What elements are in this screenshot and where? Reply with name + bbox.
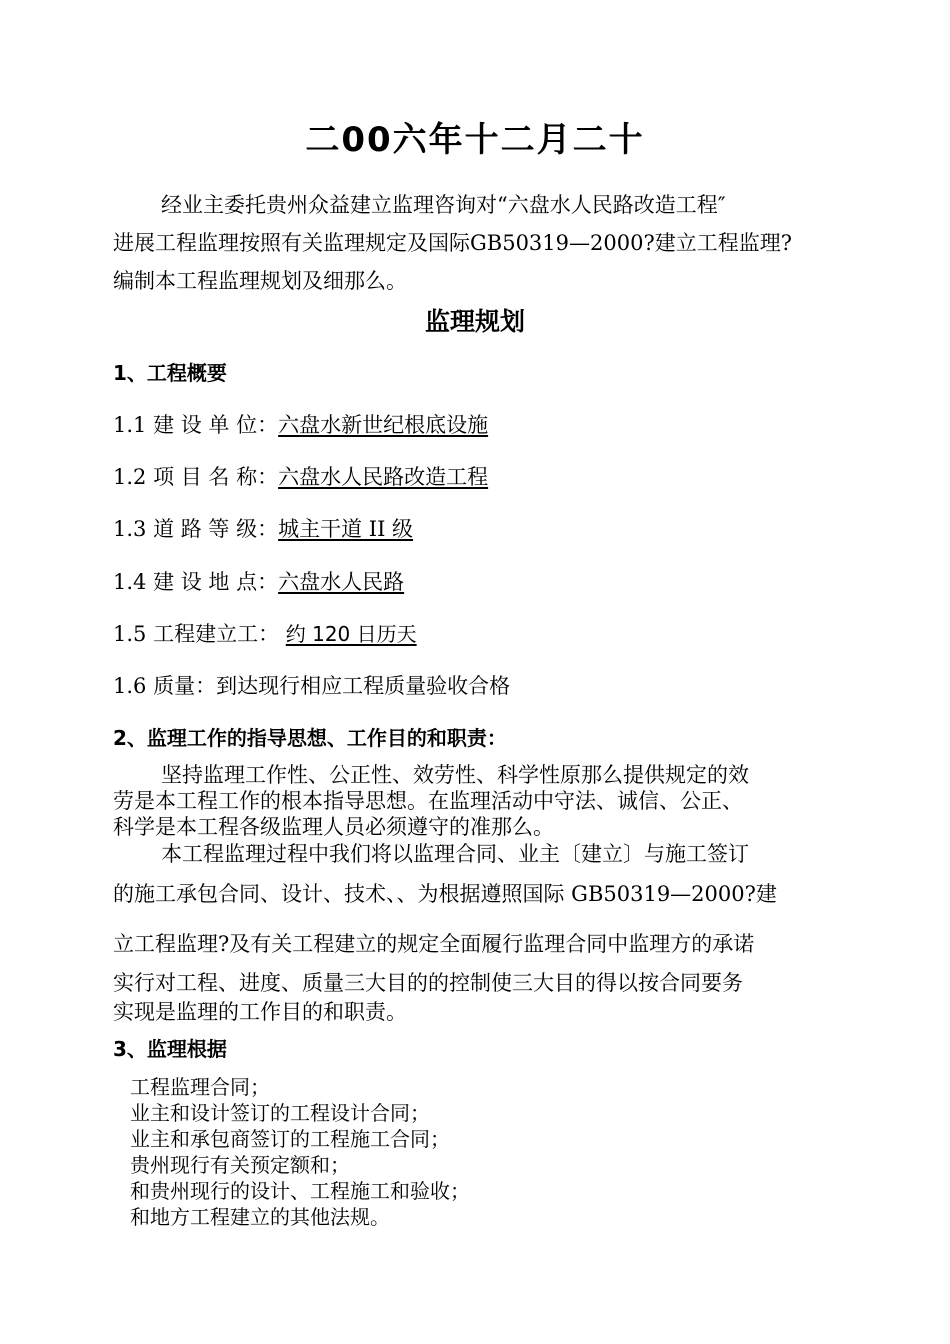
info-row-project-name xyxy=(113,462,488,492)
intro-line: 编制本工程监理规划及细那么。 xyxy=(113,269,407,293)
paragraph-line: 本工程监理过程中我们将以监理合同、业主〔建立〕与施工签订 xyxy=(161,842,749,866)
paragraph-line: 科学是本工程各级监理人员必须遵守的准那么。 xyxy=(113,815,554,839)
info-row-road-grade xyxy=(113,514,413,544)
info-row-duration xyxy=(113,619,417,649)
intro-line: 经业主委托贵州众益建立监理咨询对“六盘水人民路改造工程″ xyxy=(161,193,726,217)
section-2-paragraph-1 xyxy=(113,762,858,840)
list-item: 业主和设计签订的工程设计合同； xyxy=(130,1101,430,1125)
paragraph-line: 实行对工程、进度、质量三大目的的控制使三大目的得以按合同要务 xyxy=(113,971,743,995)
list-item: 和贵州现行的设计、工程施工和验收； xyxy=(130,1179,470,1203)
plan-title: 监理规划 xyxy=(424,307,525,336)
info-value: 城主干道 II 级 xyxy=(278,517,414,541)
list-item: 业主和承包商签订的工程施工合同； xyxy=(130,1127,450,1151)
section-2-paragraph-2 xyxy=(113,840,858,1026)
intro-paragraph xyxy=(113,186,858,300)
intro-line: 进展工程监理按照有关监理规定及国际GB50319—2000?建立工程监理? xyxy=(113,231,792,255)
list-item: 和地方工程建立的其他法规。 xyxy=(130,1205,390,1229)
info-label: 1.6 质量：到达现行相应工程质量验收合格 xyxy=(113,674,511,698)
basis-list xyxy=(130,1074,470,1230)
paragraph-line: 实现是监理的工作目的和职责。 xyxy=(113,1000,407,1024)
info-value: 六盘水人民路改造工程 xyxy=(278,465,489,489)
list-item: 工程监理合同； xyxy=(130,1075,270,1099)
info-value: 约 120 日历天 xyxy=(285,622,417,646)
document-date-title: 二00六年十二月二十 xyxy=(305,120,645,160)
list-item: 贵州现行有关预定额和； xyxy=(130,1153,350,1177)
info-label: 1.1 建 设 单 位： xyxy=(113,413,279,437)
info-row-location xyxy=(113,567,404,597)
info-row-construction-unit xyxy=(113,410,488,440)
info-value: 六盘水新世纪根底设施 xyxy=(278,413,489,437)
info-label: 1.3 道 路 等 级： xyxy=(113,517,279,541)
section-1-title: 1、工程概要 xyxy=(113,361,227,385)
paragraph-line: 的施工承包合同、设计、技术、、为根据遵照国际 GB50319—2000?建 xyxy=(113,882,777,906)
info-value: 六盘水人民路 xyxy=(278,570,405,594)
info-label: 1.2 项 目 名 称： xyxy=(113,465,279,489)
section-2-title: 2、监理工作的指导思想、工作目的和职责： xyxy=(113,726,507,750)
info-row-quality xyxy=(113,671,510,701)
paragraph-line: 坚持监理工作性、公正性、效劳性、科学性原那么提供规定的效 xyxy=(161,763,749,787)
info-label: 1.4 建 设 地 点： xyxy=(113,570,279,594)
section-3-title: 3、监理根据 xyxy=(113,1037,227,1061)
paragraph-line: 劳是本工程工作的根本指导思想。在监理活动中守法、诚信、公正、 xyxy=(113,789,743,813)
paragraph-line: 立工程监理?及有关工程建立的规定全面履行监理合同中监理方的承诺 xyxy=(113,932,755,956)
info-label: 1.5 工程建立工： xyxy=(113,622,286,646)
